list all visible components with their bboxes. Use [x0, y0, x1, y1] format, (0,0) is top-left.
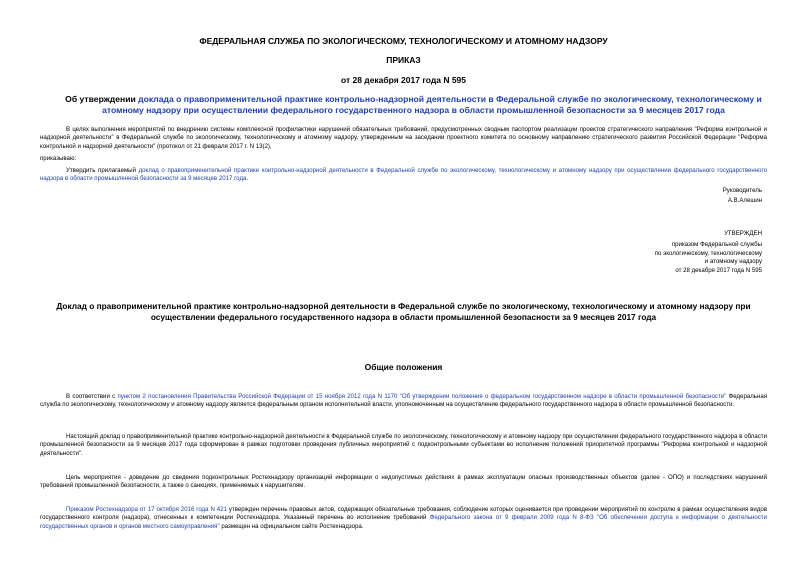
signature-role: Руководитель	[722, 187, 762, 194]
approve-prefix: Утвердить прилагаемый	[66, 167, 139, 174]
agency-name: ФЕДЕРАЛЬНАЯ СЛУЖБА ПО ЭКОЛОГИЧЕСКОМУ, ТЕХНОЛОГИЧЕСКОМУ И АТОМНОМУ НАДЗОРУ	[199, 36, 608, 46]
order-title-link[interactable]: доклада о правоприменительной практике контрольно-надзорной деятельности в Федеральной службе по экологическому, технологическому и атомному надзору при осуществлении федерального государственного надзора в области промышленной безопасности за 9 месяцев 2017 года	[102, 94, 762, 116]
approved-line-1: приказом Федеральной службы	[671, 241, 762, 249]
preamble-order-word: приказываю:	[40, 155, 77, 162]
general-provisions-heading: Общие положения	[364, 362, 443, 372]
paragraph-1	[40, 393, 767, 410]
approved-block	[655, 230, 762, 275]
report-title: Доклад о правоприменительной практике контрольно-надзорной деятельности в Федеральной службе по экологическому, технологическому и атомному надзору при осуществлении федерального государственного надзора в области промышленной безопасности за 9 месяцев 2017 года	[56, 301, 751, 323]
paragraph-4-middle: утвержден перечень правовых актов, содержащих обязательные требования, соблюдение которых оценивается при проведении мероприятий по контролю в рамках осуществления видов государственного контроля (надзора), отнесенных к компетенции Ростехнадзора. Указанный перечень во исполнение требований	[40, 506, 768, 522]
approved-line-2: по экологическому, технологическому	[654, 249, 762, 257]
paragraph-2: Настоящий доклад о правоприменительной практике контрольно-надзорной деятельности в Федеральной службе по экологическому, технологическому и атомному надзору при осуществлении федерального государственного надзора в области промышленной безопасности за 9 месяцев 2017 года сформирован в рамках подготовки проведения публичных мероприятий с подконтрольными субъектами во исполнение положений приоритетной программы "Реформа контрольной и надзорной деятельности".	[40, 433, 767, 457]
approved-line-4: от 28 декабря 2017 года N 595	[675, 266, 762, 274]
approve-suffix: .	[246, 175, 249, 183]
paragraph-1-prefix: В соответствии с	[66, 393, 118, 400]
paragraph-1-suffix: Федеральная служба по экологическому, технологическому и атомному надзору является федеральным органом исполнительной власти, уполномоченным на осуществление федерального государственного надзора в области промышленной безопасности.	[40, 393, 768, 409]
paragraph-4-federal-law-link[interactable]: Федерального закона от 9 февраля 2009 года N 8-ФЗ "Об обеспечении доступа к информации о деятельности государственных органов и органов местного самоуправления"	[40, 514, 767, 530]
paragraph-3: Цель мероприятия - доведение до сведения подконтрольных Ростехнадзору организаций информации о недопустимых действиях в рамках эксплуатации опасных производственных объектов (далее - ОПО) и последствиях нарушений требований промышленной безопасности, а также о санкциях, применяемых к нарушителям.	[40, 474, 767, 490]
approve-paragraph	[40, 167, 767, 184]
paragraph-4-order-link[interactable]: Приказом Ростехнадзора от 17 октября 2016 года N 421	[66, 506, 227, 513]
preamble-text: В целях выполнения мероприятий по внедрению системы комплексной профилактики нарушений обязательных требований, предусмотренных сводным паспортом реализации проектов стратегического направления "Реформа контрольной и надзорной деятельности" в Федеральной службе по экологическому, технологическому и атомному надзору, утвержденным на заседании проектного комитета по основному направлению стратегического развития Российской Федерации "Реформа контрольной и надзорной деятельности" (протокол от 21 февраля 2017 г. N 13(2),	[40, 126, 767, 150]
approved-line-3: и атомному надзору	[704, 258, 762, 266]
approve-report-link[interactable]: доклад о правоприменительной практике контрольно-надзорной деятельности в Федеральной службе по экологическому, технологическому и атомному надзору при осуществлении федерального государственного надзора в области промышленной безопасности за 9 месяцев 2017 года	[40, 167, 767, 183]
order-title-prefix: Об утверждении	[65, 94, 139, 104]
order-heading: ПРИКАЗ	[386, 55, 421, 65]
paragraph-4-suffix: размещен на официальном сайте Ростехнадзора.	[219, 522, 364, 530]
order-title	[60, 94, 767, 117]
order-date-number: от 28 декабря 2017 года N 595	[340, 75, 467, 85]
paragraph-4	[40, 506, 767, 531]
paragraph-1-law-link[interactable]: пунктом 2 постановления Правительства Российской Федерации от 15 ноября 2012 года N 1170 "Об утверждении положения о федеральном государственном надзоре в области промышленной безопасности"	[117, 393, 727, 400]
signature-name: А.В.Алешин	[727, 197, 762, 204]
approved-heading: УТВЕРЖДЕН	[724, 230, 762, 237]
